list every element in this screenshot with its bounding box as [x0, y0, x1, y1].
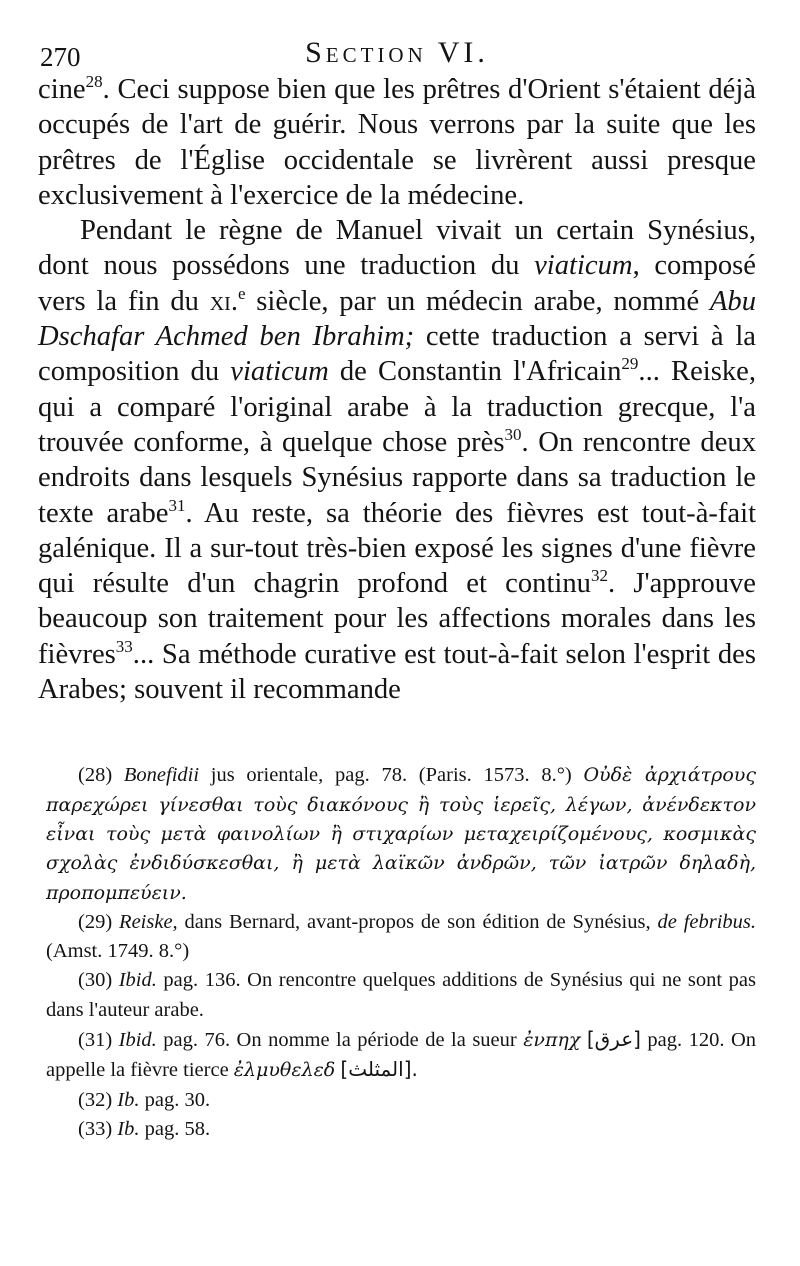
- text-run: Pendant le règne de Manuel vivait un certain Synésius, dont nous possédons une traduction du: [38, 215, 756, 282]
- footnotes: [38, 761, 756, 1144]
- footnote-number: (28): [78, 764, 113, 787]
- footnote-number: (33): [78, 1117, 113, 1140]
- italic-name: Abu Dschafar Achmed ben Ibrahim;: [38, 285, 756, 353]
- text-run: . On rencontre deux endroits dans lesquels Synésius rapporte dans sa traduction le texte arabe: [38, 426, 756, 529]
- greek-quotation: Οὐδὲ ἀρχιάτρους παρεχώρει γίνεσθαι τοὺς διακόνους ἢ τοὺς ἱερεῖς, λέγων, ἀνένδεκτον εἶναι τοὺς μετὰ φαινολίων ἢ στιχαρίων μεταχειρίζομένους, κοσμικὰς σχολὰς ἐνδιδύσκεσθαι, ἢ μετὰ λαϊκῶν ἀνδρῶν, τῶν ἰατρῶν δηλαδὴ, προπομπεύειν.: [46, 764, 756, 904]
- footnote-32: [46, 1086, 756, 1115]
- italic-term: viaticum: [534, 250, 633, 282]
- footnote-italic: de febribus.: [657, 910, 757, 933]
- running-head: Section VI.: [305, 36, 489, 69]
- text-run: cette traduction a servi à la composition du: [38, 321, 756, 388]
- footnote-text: pag. 120. On appelle la fièvre tierce: [46, 1029, 757, 1082]
- paragraph-1: [38, 72, 756, 213]
- footnote-number: (31): [78, 1029, 113, 1052]
- body-text: [38, 72, 756, 707]
- footnote-33: [46, 1115, 756, 1144]
- footnote-text: pag. 30.: [139, 1088, 211, 1111]
- paragraph-2: [38, 213, 756, 707]
- text-run: de Constantin l'Africain: [328, 356, 622, 388]
- footnote-author: Ib.: [117, 1117, 140, 1140]
- footnote-number: (32): [78, 1088, 113, 1111]
- footnote-ref-33[interactable]: 33: [115, 636, 133, 656]
- footnote-author: Bonefidii: [123, 764, 200, 787]
- page-number: 270: [40, 42, 81, 72]
- footnote-text: pag. 76. On nomme la période de la sueur: [156, 1029, 524, 1052]
- footnote-author: Reiske,: [119, 910, 178, 933]
- footnote-30: [46, 966, 756, 1025]
- footnote-text: pag. 136. On rencontre quelques additions de Synésius qui ne sont pas dans l'auteur arabe.: [46, 969, 756, 1021]
- footnote-number: (30): [78, 969, 113, 992]
- footnote-number: (29): [78, 910, 113, 933]
- arabic-term: [عرق]: [586, 1027, 641, 1052]
- greek-term: ἐλμυθελεδ: [233, 1059, 336, 1082]
- footnote-text: (Amst. 1749. 8.°): [46, 940, 190, 963]
- text-run: cine: [38, 74, 86, 105]
- text-run: ... Sa méthode curative est tout-à-fait selon l'esprit des Arabes; souvent il recommande: [38, 638, 756, 706]
- footnote-text: dans Bernard, avant-propos de son édition de Synésius,: [177, 910, 658, 933]
- footnote-author: Ib.: [117, 1088, 140, 1111]
- ordinal-sup: e: [237, 283, 246, 303]
- footnote-29: [46, 908, 756, 967]
- footnote-31: [46, 1025, 756, 1086]
- italic-term: viaticum: [230, 356, 329, 388]
- footnote-author: Ibid.: [118, 1029, 157, 1052]
- text-run: . Ceci suppose bien que les prêtres d'Orient s'étaient déjà occupés de l'art de guérir. Nous verrons par la suite que les prêtres de l'Église occidentale se livrèrent aussi presque exclusivement à l'exercice de la médecine.: [38, 74, 756, 211]
- text-run: siècle, par un médecin arabe, nommé: [245, 285, 710, 317]
- text-run: , composé vers la fin du: [38, 250, 756, 317]
- text-run: ... Reiske, qui a comparé l'original arabe à la traduction grecque, l'a trouvée conforme, à quelque chose près: [38, 356, 756, 458]
- footnote-author: Ibid.: [118, 969, 157, 992]
- greek-term: ἐνπηχ: [523, 1029, 581, 1052]
- footnote-ref-32[interactable]: 32: [590, 566, 608, 586]
- footnote-ref-30[interactable]: 30: [504, 424, 522, 444]
- footnote-ref-31[interactable]: 31: [168, 495, 186, 515]
- footnote-ref-28[interactable]: 28: [85, 72, 103, 91]
- text-run: . J'approuve beaucoup son traitement pour les affections morales dans les fièvres: [38, 568, 756, 670]
- page-header: [38, 30, 756, 72]
- footnote-28: [46, 761, 756, 907]
- arabic-term: [المثلث].: [340, 1057, 418, 1082]
- footnote-text: pag. 58.: [139, 1117, 211, 1140]
- century-numeral: xi.: [209, 285, 238, 317]
- footnote-ref-29[interactable]: 29: [621, 354, 639, 374]
- footnote-text: jus orientale, pag. 78. (Paris. 1573. 8.°): [199, 764, 584, 787]
- text-run: . Au reste, sa théorie des fièvres est tout-à-fait galénique. Il a sur-tout très-bien exposé les signes d'une fièvre qui résulte d'un chagrin profond et continu: [38, 497, 757, 600]
